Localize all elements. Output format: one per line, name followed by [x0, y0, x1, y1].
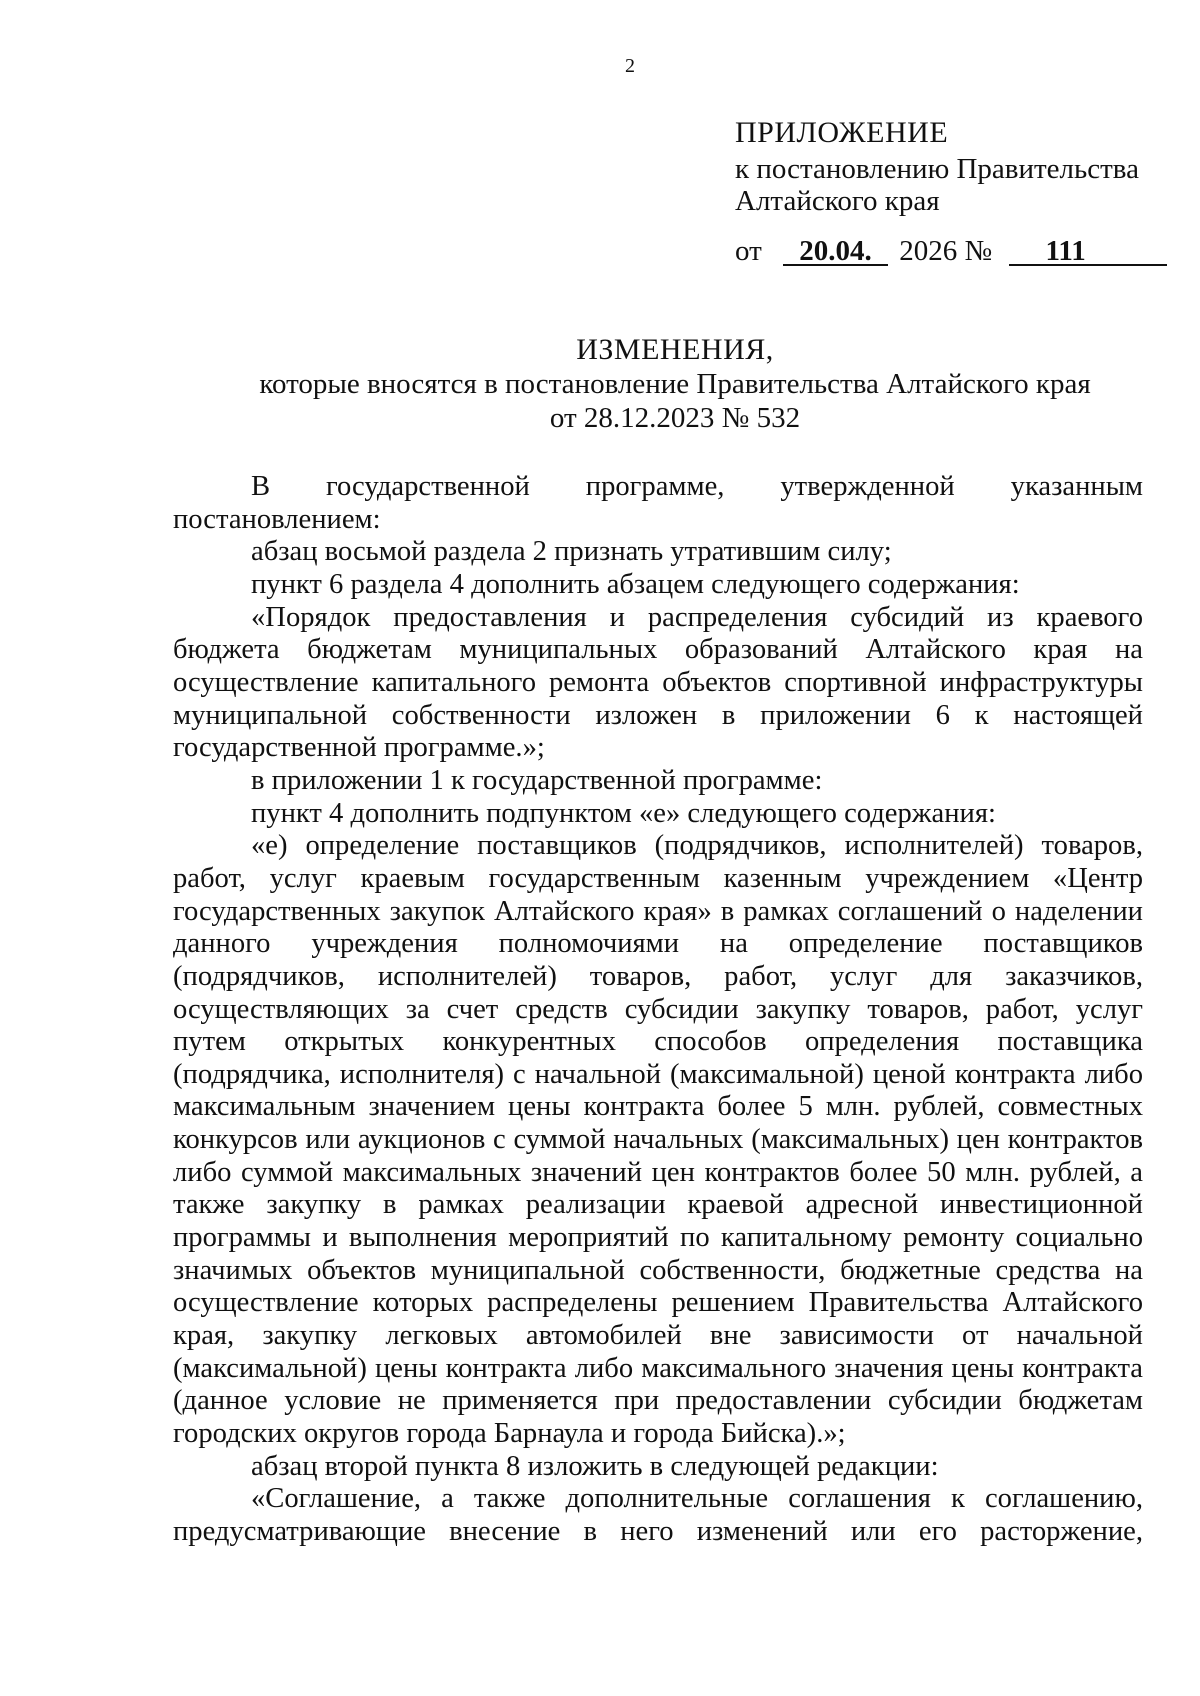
appendix-date-line [735, 235, 1175, 267]
appendix-block [735, 113, 1175, 267]
appendix-title: ПРИЛОЖЕНИЕ [735, 116, 949, 149]
paragraph: пункт 4 дополнить подпунктом «е» следующего содержания: [251, 797, 996, 829]
document-heading [170, 333, 1180, 435]
paragraph: абзац восьмой раздела 2 признать утратившим силу; [251, 536, 892, 568]
number-sign: № [964, 235, 993, 267]
appendix-line-2: Алтайского края [735, 185, 940, 217]
from-label: от [735, 235, 762, 267]
page-number: 2 [625, 55, 635, 77]
paragraph: В государственной программе, утвержденной указанным постановлением: [173, 471, 1143, 535]
paragraph: «Порядок предоставления и распределения субсидий из краевого бюджета бюджетам муниципальных образований Алтайского края на осуществление капитального ремонта объектов спортивной инфраструктуры муниципальной собственности изложен в приложении 6 к настоящей государственной программе.»; [173, 601, 1143, 764]
heading-subtitle: которые вносятся в постановление Правительства Алтайского края [259, 368, 1091, 400]
heading-reference: от 28.12.2023 № 532 [549, 402, 801, 434]
appendix-line-1: к постановлению Правительства [735, 153, 1139, 185]
decree-year: 2026 [899, 235, 958, 267]
paragraph: в приложении 1 к государственной программе: [251, 764, 823, 796]
paragraph: «Соглашение, а также дополнительные соглашения к соглашению, предусматривающие внесение в него изменений или его расторжение, [173, 1483, 1143, 1547]
decree-date: 20.04. [783, 238, 888, 266]
paragraph: абзац второй пункта 8 изложить в следующей редакции: [251, 1450, 939, 1482]
paragraph: пункт 6 раздела 4 дополнить абзацем следующего содержания: [251, 568, 1020, 600]
paragraph: «е) определение поставщиков (подрядчиков, исполнителей) товаров, работ, услуг краевым государственным казенным учреждением «Центр государственных закупок Алтайского края» в рамках соглашений о наделении данного учреждения полномочиями на определение поставщиков (подрядчиков, исполнителей) товаров, работ, услуг для заказчиков, осуществляющих за счет средств субсидии закупку товаров, работ, услуг путем открытых конкурентных способов определения поставщика (подрядчика, исполнителя) с начальной (максимальной) ценой контракта либо максимальным значением цены контракта более 5 млн. рублей, совместных конкурсов или аукционов с суммой начальных (максимальных) цен контрактов либо суммой максимальных значений цен контрактов более 50 млн. рублей, а также закупку в рамках реализации краевой адресной инвестиционной программы и выполнения мероприятий по капитальному ремонту социально значимых объектов муниципальной собственности, бюджетные средства на осуществление которых распределены решением Правительства Алтайского края, закупку легковых автомобилей вне зависимости от начальной (максимальной) цены контракта либо максимального значения цены контракта (данное условие не применяется при предоставлении субсидии бюджетам городских округов города Барнаула и города Бийска).»; [173, 830, 1143, 1450]
heading-title: ИЗМЕНЕНИЯ, [576, 333, 774, 366]
decree-number: 111 [1009, 238, 1167, 266]
document-body [173, 471, 1143, 1549]
